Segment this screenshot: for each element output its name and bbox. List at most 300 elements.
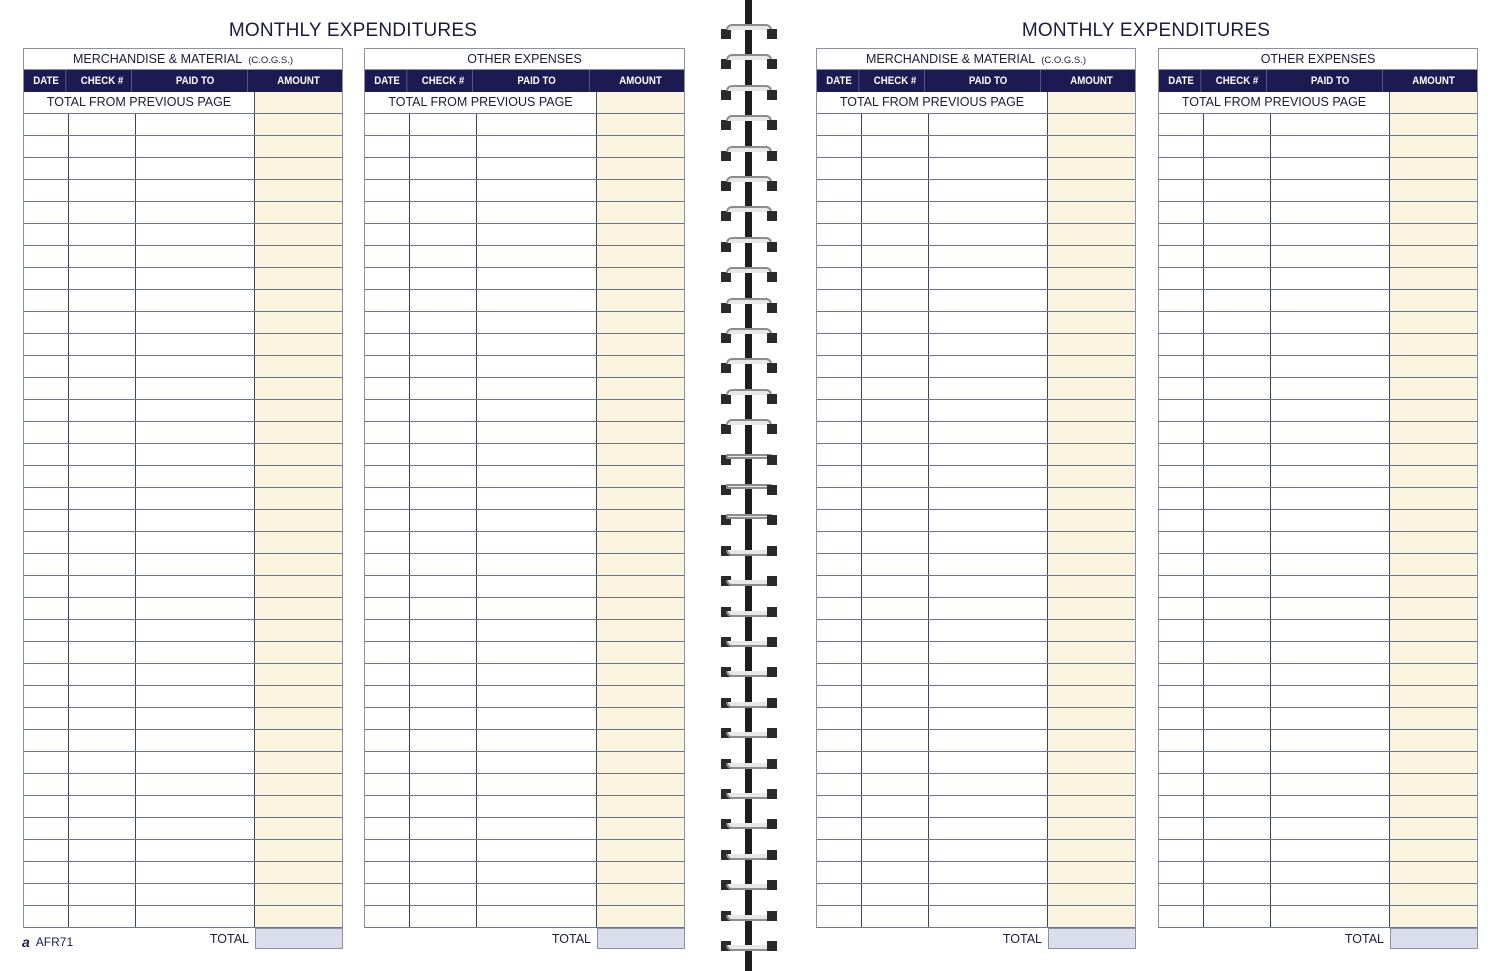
date-cell[interactable]	[24, 862, 69, 883]
amount-cell[interactable]	[1048, 862, 1135, 883]
date-cell[interactable]	[1159, 356, 1204, 377]
check-number-cell[interactable]	[1204, 444, 1271, 465]
check-number-cell[interactable]	[69, 444, 136, 465]
check-number-cell[interactable]	[1204, 378, 1271, 399]
date-cell[interactable]	[817, 620, 862, 641]
date-cell[interactable]	[817, 906, 862, 927]
check-number-cell[interactable]	[69, 752, 136, 773]
amount-cell[interactable]	[1048, 664, 1135, 685]
amount-cell[interactable]	[255, 378, 342, 399]
date-cell[interactable]	[24, 202, 69, 223]
paid-to-cell[interactable]	[136, 862, 255, 883]
amount-cell[interactable]	[597, 730, 684, 751]
paid-to-cell[interactable]	[929, 884, 1048, 905]
check-number-cell[interactable]	[1204, 620, 1271, 641]
amount-cell[interactable]	[1390, 488, 1477, 509]
check-number-cell[interactable]	[69, 158, 136, 179]
amount-cell[interactable]	[1048, 466, 1135, 487]
date-cell[interactable]	[365, 884, 410, 905]
amount-cell[interactable]	[1390, 906, 1477, 927]
date-cell[interactable]	[817, 774, 862, 795]
amount-cell[interactable]	[597, 818, 684, 839]
date-cell[interactable]	[365, 180, 410, 201]
check-number-cell[interactable]	[862, 730, 929, 751]
paid-to-cell[interactable]	[477, 136, 597, 157]
paid-to-cell[interactable]	[929, 620, 1048, 641]
paid-to-cell[interactable]	[929, 752, 1048, 773]
paid-to-cell[interactable]	[136, 510, 255, 531]
amount-cell[interactable]	[1048, 268, 1135, 289]
amount-cell[interactable]	[597, 224, 684, 245]
amount-cell[interactable]	[1390, 642, 1477, 663]
date-cell[interactable]	[365, 422, 410, 443]
check-number-cell[interactable]	[410, 818, 477, 839]
date-cell[interactable]	[1159, 884, 1204, 905]
date-cell[interactable]	[365, 818, 410, 839]
check-number-cell[interactable]	[1204, 290, 1271, 311]
date-cell[interactable]	[365, 774, 410, 795]
paid-to-cell[interactable]	[477, 290, 597, 311]
amount-cell[interactable]	[255, 818, 342, 839]
amount-cell[interactable]	[1048, 730, 1135, 751]
date-cell[interactable]	[1159, 620, 1204, 641]
check-number-cell[interactable]	[1204, 136, 1271, 157]
paid-to-cell[interactable]	[136, 312, 255, 333]
paid-to-cell[interactable]	[1271, 840, 1390, 861]
date-cell[interactable]	[365, 444, 410, 465]
check-number-cell[interactable]	[69, 840, 136, 861]
check-number-cell[interactable]	[410, 422, 477, 443]
check-number-cell[interactable]	[69, 510, 136, 531]
paid-to-cell[interactable]	[477, 466, 597, 487]
date-cell[interactable]	[817, 862, 862, 883]
amount-cell[interactable]	[1390, 620, 1477, 641]
paid-to-cell[interactable]	[1271, 136, 1390, 157]
check-number-cell[interactable]	[410, 400, 477, 421]
date-cell[interactable]	[1159, 114, 1204, 135]
amount-cell[interactable]	[1390, 510, 1477, 531]
paid-to-cell[interactable]	[929, 554, 1048, 575]
check-number-cell[interactable]	[410, 554, 477, 575]
check-number-cell[interactable]	[410, 488, 477, 509]
date-cell[interactable]	[365, 532, 410, 553]
check-number-cell[interactable]	[862, 378, 929, 399]
amount-cell[interactable]	[597, 400, 684, 421]
check-number-cell[interactable]	[410, 906, 477, 927]
date-cell[interactable]	[24, 422, 69, 443]
amount-cell[interactable]	[1390, 136, 1477, 157]
amount-cell[interactable]	[597, 202, 684, 223]
paid-to-cell[interactable]	[929, 378, 1048, 399]
amount-cell[interactable]	[1048, 884, 1135, 905]
amount-cell[interactable]	[255, 466, 342, 487]
paid-to-cell[interactable]	[929, 422, 1048, 443]
paid-to-cell[interactable]	[929, 510, 1048, 531]
date-cell[interactable]	[365, 224, 410, 245]
amount-cell[interactable]	[1048, 444, 1135, 465]
total-amount-field[interactable]	[1048, 928, 1136, 949]
amount-cell[interactable]	[597, 554, 684, 575]
amount-cell[interactable]	[1390, 378, 1477, 399]
check-number-cell[interactable]	[862, 664, 929, 685]
paid-to-cell[interactable]	[1271, 554, 1390, 575]
amount-cell[interactable]	[1390, 202, 1477, 223]
paid-to-cell[interactable]	[929, 290, 1048, 311]
check-number-cell[interactable]	[862, 158, 929, 179]
check-number-cell[interactable]	[410, 444, 477, 465]
amount-cell[interactable]	[1048, 818, 1135, 839]
amount-cell[interactable]	[1390, 708, 1477, 729]
paid-to-cell[interactable]	[929, 664, 1048, 685]
date-cell[interactable]	[24, 884, 69, 905]
amount-cell[interactable]	[255, 114, 342, 135]
paid-to-cell[interactable]	[477, 708, 597, 729]
amount-cell[interactable]	[597, 444, 684, 465]
paid-to-cell[interactable]	[1271, 664, 1390, 685]
amount-cell[interactable]	[255, 488, 342, 509]
check-number-cell[interactable]	[410, 356, 477, 377]
paid-to-cell[interactable]	[1271, 444, 1390, 465]
check-number-cell[interactable]	[862, 906, 929, 927]
check-number-cell[interactable]	[862, 532, 929, 553]
check-number-cell[interactable]	[1204, 356, 1271, 377]
paid-to-cell[interactable]	[136, 444, 255, 465]
paid-to-cell[interactable]	[929, 246, 1048, 267]
date-cell[interactable]	[24, 796, 69, 817]
check-number-cell[interactable]	[410, 136, 477, 157]
check-number-cell[interactable]	[410, 290, 477, 311]
date-cell[interactable]	[24, 114, 69, 135]
date-cell[interactable]	[24, 290, 69, 311]
amount-cell[interactable]	[1048, 906, 1135, 927]
date-cell[interactable]	[365, 664, 410, 685]
check-number-cell[interactable]	[1204, 752, 1271, 773]
amount-cell[interactable]	[1390, 422, 1477, 443]
paid-to-cell[interactable]	[136, 268, 255, 289]
paid-to-cell[interactable]	[1271, 686, 1390, 707]
paid-to-cell[interactable]	[136, 334, 255, 355]
date-cell[interactable]	[365, 334, 410, 355]
check-number-cell[interactable]	[1204, 312, 1271, 333]
date-cell[interactable]	[817, 422, 862, 443]
amount-cell[interactable]	[1048, 708, 1135, 729]
check-number-cell[interactable]	[410, 114, 477, 135]
amount-cell[interactable]	[1390, 884, 1477, 905]
check-number-cell[interactable]	[69, 202, 136, 223]
date-cell[interactable]	[1159, 532, 1204, 553]
date-cell[interactable]	[24, 620, 69, 641]
check-number-cell[interactable]	[1204, 246, 1271, 267]
paid-to-cell[interactable]	[929, 642, 1048, 663]
date-cell[interactable]	[365, 752, 410, 773]
paid-to-cell[interactable]	[1271, 400, 1390, 421]
amount-cell[interactable]	[597, 488, 684, 509]
check-number-cell[interactable]	[69, 136, 136, 157]
check-number-cell[interactable]	[410, 312, 477, 333]
paid-to-cell[interactable]	[477, 378, 597, 399]
paid-to-cell[interactable]	[929, 796, 1048, 817]
check-number-cell[interactable]	[862, 884, 929, 905]
check-number-cell[interactable]	[410, 752, 477, 773]
date-cell[interactable]	[1159, 554, 1204, 575]
date-cell[interactable]	[817, 642, 862, 663]
date-cell[interactable]	[24, 246, 69, 267]
check-number-cell[interactable]	[862, 620, 929, 641]
check-number-cell[interactable]	[69, 598, 136, 619]
date-cell[interactable]	[24, 510, 69, 531]
amount-cell[interactable]	[597, 884, 684, 905]
amount-cell[interactable]	[1048, 576, 1135, 597]
amount-cell[interactable]	[255, 708, 342, 729]
check-number-cell[interactable]	[1204, 180, 1271, 201]
check-number-cell[interactable]	[410, 862, 477, 883]
paid-to-cell[interactable]	[929, 686, 1048, 707]
check-number-cell[interactable]	[1204, 642, 1271, 663]
amount-cell[interactable]	[1390, 598, 1477, 619]
paid-to-cell[interactable]	[1271, 598, 1390, 619]
paid-to-cell[interactable]	[929, 224, 1048, 245]
check-number-cell[interactable]	[410, 686, 477, 707]
amount-cell[interactable]	[255, 202, 342, 223]
amount-cell[interactable]	[255, 642, 342, 663]
date-cell[interactable]	[817, 202, 862, 223]
amount-cell[interactable]	[1048, 136, 1135, 157]
date-cell[interactable]	[1159, 796, 1204, 817]
amount-cell[interactable]	[1390, 532, 1477, 553]
paid-to-cell[interactable]	[1271, 180, 1390, 201]
date-cell[interactable]	[1159, 576, 1204, 597]
paid-to-cell[interactable]	[929, 598, 1048, 619]
check-number-cell[interactable]	[862, 312, 929, 333]
date-cell[interactable]	[365, 466, 410, 487]
paid-to-cell[interactable]	[136, 532, 255, 553]
date-cell[interactable]	[365, 114, 410, 135]
paid-to-cell[interactable]	[477, 598, 597, 619]
check-number-cell[interactable]	[69, 268, 136, 289]
amount-cell[interactable]	[255, 312, 342, 333]
date-cell[interactable]	[365, 598, 410, 619]
paid-to-cell[interactable]	[929, 840, 1048, 861]
date-cell[interactable]	[24, 268, 69, 289]
amount-cell[interactable]	[1048, 642, 1135, 663]
date-cell[interactable]	[1159, 466, 1204, 487]
date-cell[interactable]	[24, 906, 69, 927]
amount-cell[interactable]	[597, 862, 684, 883]
date-cell[interactable]	[817, 400, 862, 421]
date-cell[interactable]	[24, 158, 69, 179]
date-cell[interactable]	[1159, 224, 1204, 245]
amount-cell[interactable]	[255, 444, 342, 465]
paid-to-cell[interactable]	[477, 488, 597, 509]
amount-cell[interactable]	[255, 334, 342, 355]
date-cell[interactable]	[1159, 422, 1204, 443]
amount-cell[interactable]	[1390, 774, 1477, 795]
paid-to-cell[interactable]	[1271, 312, 1390, 333]
paid-to-cell[interactable]	[1271, 752, 1390, 773]
paid-to-cell[interactable]	[1271, 906, 1390, 927]
date-cell[interactable]	[365, 136, 410, 157]
amount-cell[interactable]	[255, 884, 342, 905]
paid-to-cell[interactable]	[136, 730, 255, 751]
check-number-cell[interactable]	[69, 642, 136, 663]
amount-cell[interactable]	[1390, 730, 1477, 751]
check-number-cell[interactable]	[1204, 818, 1271, 839]
check-number-cell[interactable]	[69, 686, 136, 707]
paid-to-cell[interactable]	[1271, 796, 1390, 817]
check-number-cell[interactable]	[1204, 664, 1271, 685]
date-cell[interactable]	[24, 466, 69, 487]
paid-to-cell[interactable]	[1271, 466, 1390, 487]
paid-to-cell[interactable]	[929, 312, 1048, 333]
check-number-cell[interactable]	[862, 796, 929, 817]
amount-cell[interactable]	[1390, 400, 1477, 421]
paid-to-cell[interactable]	[477, 444, 597, 465]
check-number-cell[interactable]	[410, 642, 477, 663]
check-number-cell[interactable]	[1204, 840, 1271, 861]
paid-to-cell[interactable]	[136, 774, 255, 795]
check-number-cell[interactable]	[69, 400, 136, 421]
paid-to-cell[interactable]	[929, 466, 1048, 487]
check-number-cell[interactable]	[1204, 158, 1271, 179]
check-number-cell[interactable]	[69, 246, 136, 267]
date-cell[interactable]	[817, 576, 862, 597]
amount-cell[interactable]	[1390, 246, 1477, 267]
date-cell[interactable]	[365, 510, 410, 531]
check-number-cell[interactable]	[69, 488, 136, 509]
date-cell[interactable]	[24, 400, 69, 421]
paid-to-cell[interactable]	[477, 268, 597, 289]
check-number-cell[interactable]	[410, 576, 477, 597]
date-cell[interactable]	[817, 378, 862, 399]
amount-cell[interactable]	[597, 510, 684, 531]
date-cell[interactable]	[24, 554, 69, 575]
date-cell[interactable]	[817, 730, 862, 751]
check-number-cell[interactable]	[410, 730, 477, 751]
paid-to-cell[interactable]	[1271, 774, 1390, 795]
check-number-cell[interactable]	[410, 884, 477, 905]
amount-cell[interactable]	[255, 290, 342, 311]
amount-cell[interactable]	[1390, 576, 1477, 597]
amount-cell[interactable]	[597, 576, 684, 597]
amount-cell[interactable]	[255, 356, 342, 377]
amount-cell[interactable]	[255, 664, 342, 685]
date-cell[interactable]	[817, 708, 862, 729]
date-cell[interactable]	[24, 686, 69, 707]
date-cell[interactable]	[1159, 180, 1204, 201]
date-cell[interactable]	[24, 378, 69, 399]
check-number-cell[interactable]	[1204, 510, 1271, 531]
paid-to-cell[interactable]	[929, 488, 1048, 509]
paid-to-cell[interactable]	[477, 356, 597, 377]
paid-to-cell[interactable]	[136, 290, 255, 311]
amount-cell[interactable]	[1048, 598, 1135, 619]
check-number-cell[interactable]	[1204, 224, 1271, 245]
check-number-cell[interactable]	[1204, 334, 1271, 355]
paid-to-cell[interactable]	[929, 180, 1048, 201]
amount-cell[interactable]	[255, 796, 342, 817]
amount-cell[interactable]	[1390, 664, 1477, 685]
amount-cell[interactable]	[255, 554, 342, 575]
carry-forward-amount-field[interactable]	[597, 92, 684, 113]
date-cell[interactable]	[1159, 598, 1204, 619]
date-cell[interactable]	[1159, 708, 1204, 729]
date-cell[interactable]	[1159, 246, 1204, 267]
date-cell[interactable]	[1159, 378, 1204, 399]
amount-cell[interactable]	[1390, 818, 1477, 839]
paid-to-cell[interactable]	[929, 334, 1048, 355]
check-number-cell[interactable]	[69, 796, 136, 817]
date-cell[interactable]	[24, 664, 69, 685]
amount-cell[interactable]	[597, 158, 684, 179]
amount-cell[interactable]	[255, 598, 342, 619]
check-number-cell[interactable]	[1204, 796, 1271, 817]
check-number-cell[interactable]	[410, 510, 477, 531]
amount-cell[interactable]	[597, 466, 684, 487]
date-cell[interactable]	[1159, 642, 1204, 663]
check-number-cell[interactable]	[862, 510, 929, 531]
paid-to-cell[interactable]	[1271, 114, 1390, 135]
date-cell[interactable]	[1159, 334, 1204, 355]
check-number-cell[interactable]	[862, 400, 929, 421]
date-cell[interactable]	[24, 598, 69, 619]
amount-cell[interactable]	[597, 378, 684, 399]
amount-cell[interactable]	[597, 136, 684, 157]
date-cell[interactable]	[1159, 686, 1204, 707]
date-cell[interactable]	[817, 290, 862, 311]
check-number-cell[interactable]	[69, 620, 136, 641]
amount-cell[interactable]	[597, 422, 684, 443]
paid-to-cell[interactable]	[1271, 290, 1390, 311]
check-number-cell[interactable]	[69, 334, 136, 355]
check-number-cell[interactable]	[410, 158, 477, 179]
paid-to-cell[interactable]	[136, 796, 255, 817]
check-number-cell[interactable]	[69, 378, 136, 399]
paid-to-cell[interactable]	[477, 686, 597, 707]
date-cell[interactable]	[1159, 862, 1204, 883]
date-cell[interactable]	[817, 224, 862, 245]
date-cell[interactable]	[24, 752, 69, 773]
check-number-cell[interactable]	[862, 554, 929, 575]
paid-to-cell[interactable]	[477, 576, 597, 597]
date-cell[interactable]	[24, 334, 69, 355]
paid-to-cell[interactable]	[1271, 202, 1390, 223]
amount-cell[interactable]	[255, 730, 342, 751]
date-cell[interactable]	[817, 532, 862, 553]
check-number-cell[interactable]	[69, 664, 136, 685]
amount-cell[interactable]	[1390, 224, 1477, 245]
paid-to-cell[interactable]	[136, 180, 255, 201]
date-cell[interactable]	[817, 136, 862, 157]
date-cell[interactable]	[817, 752, 862, 773]
amount-cell[interactable]	[597, 356, 684, 377]
check-number-cell[interactable]	[1204, 730, 1271, 751]
paid-to-cell[interactable]	[136, 202, 255, 223]
amount-cell[interactable]	[597, 796, 684, 817]
paid-to-cell[interactable]	[477, 334, 597, 355]
paid-to-cell[interactable]	[477, 202, 597, 223]
paid-to-cell[interactable]	[477, 180, 597, 201]
paid-to-cell[interactable]	[1271, 488, 1390, 509]
check-number-cell[interactable]	[862, 488, 929, 509]
amount-cell[interactable]	[1390, 158, 1477, 179]
paid-to-cell[interactable]	[1271, 708, 1390, 729]
amount-cell[interactable]	[1048, 554, 1135, 575]
paid-to-cell[interactable]	[136, 708, 255, 729]
check-number-cell[interactable]	[1204, 202, 1271, 223]
date-cell[interactable]	[365, 268, 410, 289]
amount-cell[interactable]	[255, 422, 342, 443]
paid-to-cell[interactable]	[1271, 422, 1390, 443]
